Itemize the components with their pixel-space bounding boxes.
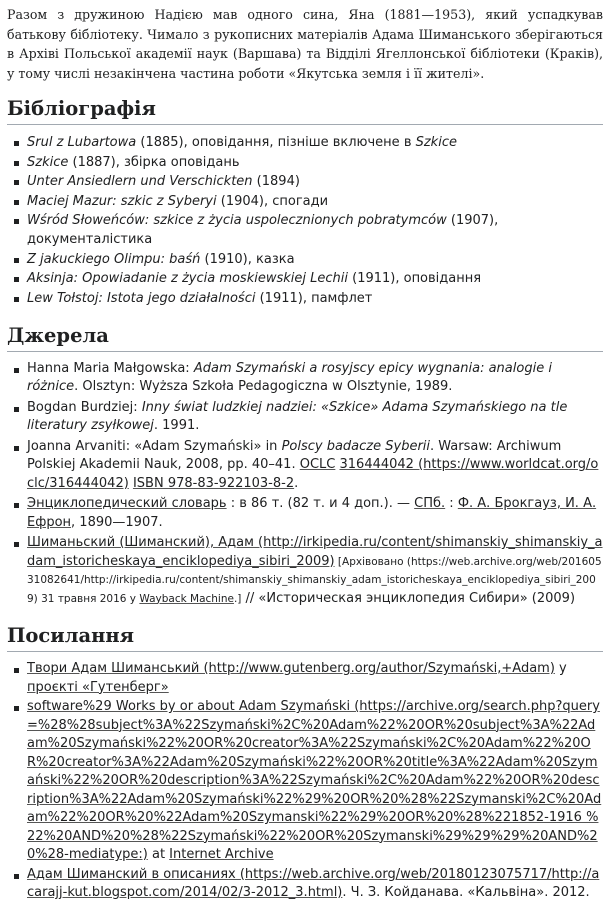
intro-paragraph: Разом з дружиною Надією мав одного сина, Яна (1881—1953), який успадкував батькову бібліотеку. Чимало з рукописних матеріалів Адама Шиманського зберігаються в Архіві Польської академії наук (Варшава) та Відділі Ягеллонської бібліотеки (Краків), у тому числі незакінчена частина роботи «Якутська земля і її жителі». [7, 7, 603, 81]
work-title: Lew Tołstoj: Istota jego działalności [27, 290, 256, 306]
work-title: Srul z Lubartowa [27, 135, 137, 150]
work-title: Aksinja: Opowiadanie z życia moskiewskiej Lechii [27, 271, 348, 286]
irkipedia-link[interactable]: Шиманьский (Шиманский), Адам (http://irkipedia.ru/content/shimanskiy_shimanskiy_adam_istoricheskaya_enciklopediya_sibiri_2009) [27, 535, 603, 569]
gutenberg-project-link[interactable]: проєкті «Гутенберг» [27, 679, 169, 695]
work-title: Unter Ansiedlern und Verschickten [27, 174, 253, 189]
section-heading-links: Посилання [7, 624, 603, 652]
bibliography-item: Aksinja: Opowiadanie z życia moskiewskiej Lechii (1911), оповідання [27, 269, 603, 288]
bibliography-item: Z jakuckiego Olimpu: baśń (1910), казка [27, 250, 603, 269]
source-item: Joanna Arvaniti: «Adam Szymański» in Polscy badacze Syberii. Warsaw: Archiwum Polskiej Akademii Nauk, 2008, pp. 40–41. OCLC 316444042 (https://www.worldcat.org/oclc/316444042) ISBN 978-83-922103-8-2. [27, 438, 603, 494]
source-item: Hanna Maria Małgowska: Adam Szymański a rosyjscy epicy wygnania: analogie i różnice. Olsztyn: Wyższa Szkoła Pedagogiczna w Olsztynie, 1989. [27, 360, 603, 397]
publisher-link[interactable]: Ф. А. Брокгауз, И. А. Ефрон [27, 496, 597, 530]
oclc-link[interactable]: OCLC [299, 457, 336, 472]
sources-list [7, 360, 603, 609]
blogspot-archive-link[interactable]: Адам Шиманский в описаниях (https://web.archive.org/web/20180123075717/http://acarajj-kut.blogspot.com/2014/02/3-2012_3.html) [27, 866, 600, 900]
bibliography-item: Unter Ansiedlern und Verschickten (1894) [27, 172, 603, 191]
gutenberg-link[interactable]: Твори Адам Шиманський (http://www.gutenberg.org/author/Szymański,+Adam) [27, 661, 555, 676]
external-link-item: software%29 Works by or about Adam Szymański (https://archive.org/search.php?query=%28%28subject%3A%22Szymański%2C%20Adam%22%20OR%20subject%3A%22Adam%20Szymański%22%20OR%20creator%3A%22Szymański%2C%20Adam%22%20OR%20creator%3A%22Adam%20Szymański%22%20OR%20title%3A%22Adam%20Szymański%22%20OR%20description%3A%22Szymański%2C%20Adam%22%20OR%20description%3A%22Adam%20Szymański%22%29%20OR%20%28%22Szymanski%2C%20Adam%22%20OR%20%22Adam%20Szymanski%22%29%20OR%20%28%221852-1916 %22%20AND%20%28%22Szymański%22%20OR%20Szymanski%29%29%29%20AND%20%28-mediatype:) at Internet Archive [27, 698, 603, 865]
internet-archive-link[interactable]: Internet Archive [169, 847, 274, 862]
external-link-item: Адам Шиманский в описаниях (https://web.archive.org/web/20180123075717/http://acarajj-kut.blogspot.com/2014/02/3-2012_3.html). Ч. З. Койданава. «Кальвіна». 2012. [27, 866, 603, 903]
bibliography-item: Wśród Słoweńców: szkice z życia uspolecznionych pobratymców (1907), документалістика [27, 211, 603, 249]
bibliography-item: Maciej Mazur: szkic z Syberyi (1904), спогади [27, 192, 603, 211]
bibliography-list [7, 133, 603, 308]
archive-org-search-link[interactable]: software%29 Works by or about Adam Szymański (https://archive.org/search.php?query=%28%28subject%3A%22Szymański%2C%20Adam%22%20OR%20subject%3A%22Adam%20Szymański%22%20OR%20creator%3A%22Szymański%2C%20Adam%22%20OR%20creator%3A%22Adam%20Szymański%22%20OR%20title%3A%22Adam%20Szymański%22%20OR%20description%3A%22Szymański%2C%20Adam%22%20OR%20description%3A%22Adam%20Szymański%22%29%20OR%20%28%22Szymanski%2C%20Adam%22%20OR%20%22Adam%20Szymanski%22%29%20OR%20%28%221852-1916 %22%20AND%20%28%22Szymański%22%20OR%20Szymanski%29%29%29%20AND%20%28-mediatype:) [27, 699, 602, 862]
work-title: Szkice [27, 154, 69, 170]
external-link-item: Твори Адам Шиманський (http://www.gutenberg.org/author/Szymański,+Adam) у проєкті «Гутенберг» [27, 660, 603, 697]
archived-note: [Архівовано (https://web.archive.org/web/20160531082641/http://irkipedia.ru/content/shimanskiy_shimanskiy_adam_istoricheskaya_enciklopediya_sibiri_2009) 31 травня 2016 у [27, 555, 602, 605]
source-item: Шиманьский (Шиманский), Адам (http://irkipedia.ru/content/shimanskiy_shimanskiy_adam_istoricheskaya_enciklopediya_sibiri_2009) [Архівовано (https://web.archive.org/web/20160531082641/http://irkipedia.ru/content/shimanskiy_shimanskiy_adam_istoricheskaya_enciklopediya_sibiri_2009) 31 травня 2016 у Wayback Machine.] // «Историческая энциклопедия Сибири» (2009) [27, 534, 603, 608]
wayback-machine-link[interactable]: Wayback Machine [139, 592, 234, 605]
bibliography-item: Srul z Lubartowa (1885), оповідання, пізніше включене в Szkice [27, 133, 603, 152]
source-item: Bogdan Burdziej: Inny świat ludzkiej nadziei: «Szkice» Adama Szymańskiego na tle literatury zsyłkowej. 1991. [27, 399, 603, 436]
work-title: Z jakuckiego Olimpu: baśń [27, 251, 201, 267]
encyclopedia-link[interactable]: Энциклопедический словарь [27, 496, 227, 511]
work-title: Wśród Słoweńców: szkice z życia uspolecznionych pobratymców [27, 213, 447, 228]
section-heading-sources: Джерела [7, 324, 603, 352]
spb-link[interactable]: СПб. [414, 496, 446, 511]
work-title: Maciej Mazur: szkic z Syberyi [27, 193, 217, 209]
source-item: Энциклопедический словарь : в 86 т. (82 т. и 4 доп.). — СПб. : Ф. А. Брокгауз, И. А. Ефрон, 1890—1907. [27, 495, 603, 532]
bibliography-item: Szkice (1887), збірка оповідань [27, 153, 603, 172]
section-heading-bibliography: Бібліографія [7, 97, 603, 125]
bibliography-item: Lew Tołstoj: Istota jego działalności (1911), памфлет [27, 289, 603, 308]
external-links-list [7, 660, 603, 903]
isbn-link[interactable]: ISBN 978-83-922103-8-2 [132, 475, 295, 491]
worldcat-link[interactable]: 316444042 (https://www.worldcat.org/oclc/316444042) [27, 457, 599, 491]
